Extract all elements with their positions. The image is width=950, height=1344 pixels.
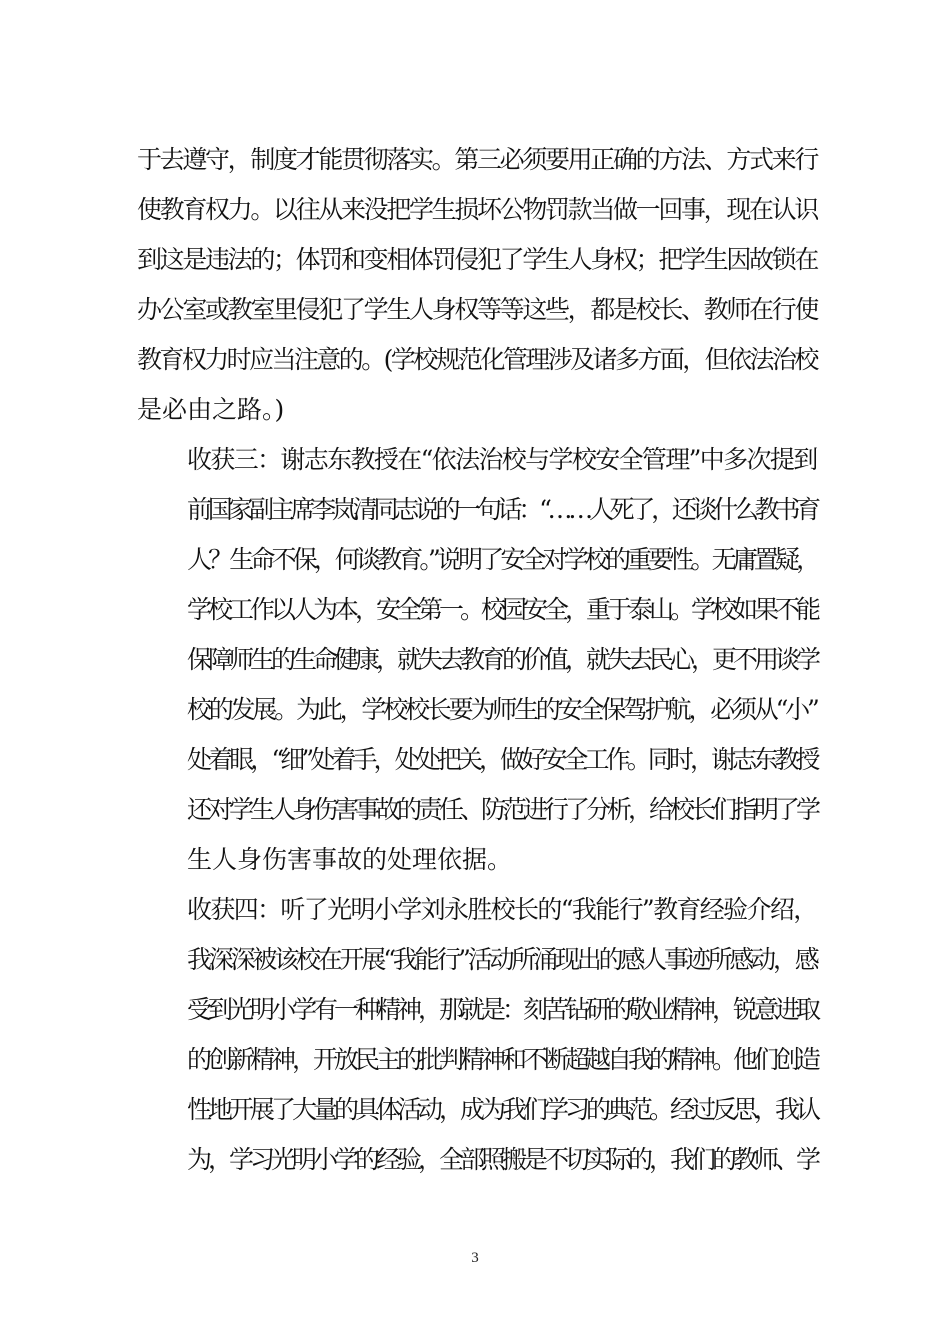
- text-line: 生人身伤害事故的处理依据。: [187, 845, 513, 874]
- paragraph-3: [137, 885, 817, 1185]
- text-line: 收获四：听了光明小学刘永胜校长的“我能行”教育经验介绍，: [187, 895, 817, 924]
- text-line: 使教育权力。以往从来没把学生损坏公物罚款当做一回事，现在认识: [137, 195, 818, 224]
- text-line: 到这是违法的；体罚和变相体罚侵犯了学生人身权；把学生因故锁在: [137, 245, 818, 274]
- text-line: 学校工作以人为本，安全第一。校园安全，重于泰山。学校如果不能: [187, 595, 818, 624]
- text-line: 前国家副主席李岚清同志说的一句话：“……人死了，还谈什么教书育: [187, 495, 817, 524]
- text-line: 的创新精神，开放民主的批判精神和不断超越自我的精神。他们创造: [187, 1045, 818, 1074]
- text-line: 于去遵守，制度才能贯彻落实。第三必须要用正确的方法、方式来行: [137, 145, 818, 174]
- text-line: 处着眼，“细”处着手，处处把关，做好安全工作。同时，谢志东教授: [187, 745, 817, 774]
- page-number: 3: [471, 1250, 479, 1266]
- text-line: 教育权力时应当注意的。(学校规范化管理涉及诸多方面，但依法治校: [137, 345, 817, 374]
- text-line: 人？生命不保，何谈教育。”说明了安全对学校的重要性。无庸置疑，: [187, 545, 818, 574]
- text-line: 是必由之路。): [137, 395, 285, 424]
- text-line: 为，学习光明小学的经验，全部照搬是不切实际的，我们的教师、学: [187, 1145, 818, 1174]
- text-line: 校的发展。为此，学校校长要为师生的安全保驾护航，必须从“小”: [187, 695, 817, 724]
- text-line: 还对学生人身伤害事故的责任、防范进行了分析，给校长们指明了学: [187, 795, 818, 824]
- text-line: 我深深被该校在开展“我能行”活动所涌现出的感人事迹所感动，感: [187, 945, 817, 974]
- paragraph-1: [137, 135, 817, 435]
- text-line: 保障师生的生命健康，就失去教育的价值，就失去民心，更不用谈学: [187, 645, 818, 674]
- document-body: [137, 135, 817, 1185]
- text-line: 性地开展了大量的具体活动，成为我们学习的典范。经过反思，我认: [187, 1095, 818, 1124]
- paragraph-2: [137, 435, 817, 885]
- text-line: 受到光明小学有一种精神，那就是：刻苦钻研的敬业精神，锐意进取: [187, 995, 818, 1024]
- text-line: 办公室或教室里侵犯了学生人身权等等这些，都是校长、教师在行使: [137, 295, 818, 324]
- text-line: 收获三：谢志东教授在“依法治校与学校安全管理”中多次提到: [187, 445, 817, 474]
